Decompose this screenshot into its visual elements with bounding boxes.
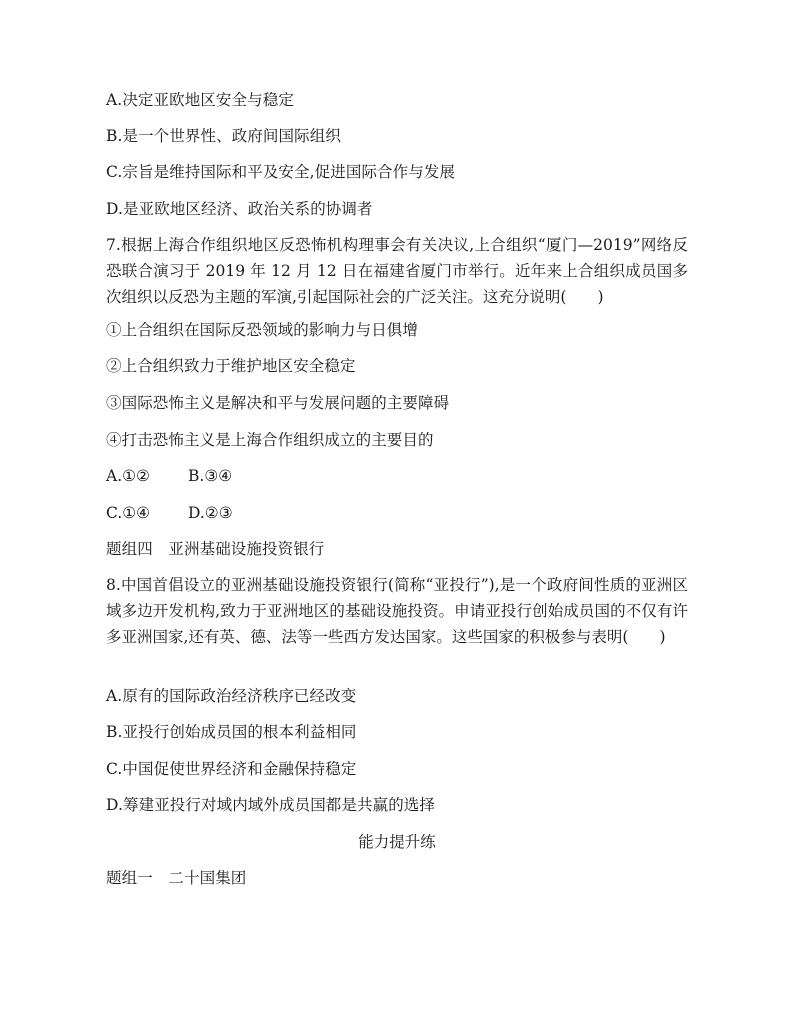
q8-option-c: C.中国促使世界经济和金融保持稳定 (106, 760, 357, 778)
q8-stem: 8.中国首倡设立的亚洲基础设施投资银行(简称“亚投行”),是一个政府间性质的亚洲区域多边开发机构,致力于亚洲地区的基础设施投资。申请亚投行创始成员国的不仅有许多亚洲国家,还有英、德、法等一些西方发达国家。这些国家的积极参与表明( ) (106, 576, 688, 646)
group1-title: 题组一 二十国集团 (106, 869, 247, 887)
group4-title: 题组四 亚洲基础设施投资银行 (106, 540, 325, 558)
q8-option-a: A.原有的国际政治经济秩序已经改变 (106, 687, 357, 705)
q7-statement-4: ④打击恐怖主义是上海合作组织成立的主要目的 (106, 431, 434, 449)
q6-option-d: D.是亚欧地区经济、政治关系的协调者 (106, 200, 373, 218)
q7-options-row-1 (106, 466, 232, 486)
q8-option-d: D.筹建亚投行对域内域外成员国都是共赢的选择 (106, 796, 436, 814)
q6-option-b: B.是一个世界性、政府间国际组织 (106, 127, 341, 145)
q7-option-a: A.①② (106, 467, 150, 485)
q7-statement-3: ③国际恐怖主义是解决和平与发展问题的主要障碍 (106, 394, 450, 412)
q7-statement-2: ②上合组织致力于维护地区安全稳定 (106, 357, 356, 375)
q7-option-b: B.③④ (188, 467, 233, 485)
q7-statement-1: ①上合组织在国际反恐领域的影响力与日俱增 (106, 321, 419, 339)
section-title: 能力提升练 (358, 833, 436, 851)
q6-option-a: A.决定亚欧地区安全与稳定 (106, 91, 294, 109)
q7-stem: 7.根据上海合作组织地区反恐怖机构理事会有关决议,上合组织“厦门—2019”网络反恐联合演习于 2019 年 12 月 12 日在福建省厦门市举行。近年来上合组织成员国多次组织以反恐为主题的军演,引起国际社会的广泛关注。这充分说明( ) (106, 236, 688, 306)
q8-option-b: B.亚投行创始成员国的根本利益相同 (106, 723, 357, 741)
q7-options-row-2 (106, 503, 233, 523)
q6-option-c: C.宗旨是维持国际和平及安全,促进国际合作与发展 (106, 163, 456, 181)
q7-option-c: C.①④ (106, 504, 151, 522)
q7-option-d: D.②③ (188, 504, 233, 522)
section-title-row (0, 832, 794, 852)
